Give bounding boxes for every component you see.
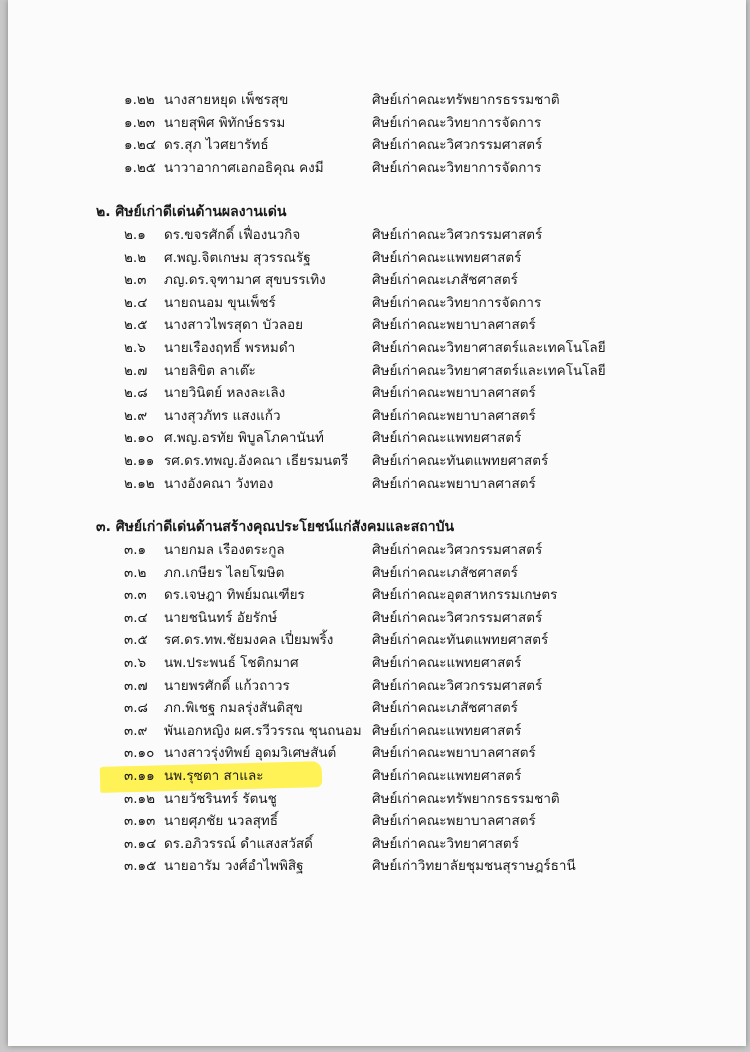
person-name: ศ.พญ.จิตเกษม สุวรรณรัฐ — [164, 249, 311, 266]
list-item — [8, 382, 746, 404]
item-number: ๓.๘ — [124, 700, 148, 717]
faculty-name: ศิษย์เก่าคณะทรัพยากรธรรมชาติ — [372, 790, 560, 807]
faculty-name: ศิษย์เก่าคณะวิทยาศาสตร์ — [372, 835, 519, 852]
faculty-name: ศิษย์เก่าคณะแพทยศาสตร์ — [372, 430, 522, 447]
list-item — [8, 652, 746, 674]
faculty-name: ศิษย์เก่าคณะแพทยศาสตร์ — [372, 249, 522, 266]
item-number: ๒.๔ — [124, 294, 148, 311]
list-item — [8, 562, 746, 584]
faculty-name: ศิษย์เก่าคณะพยาบาลศาสตร์ — [372, 407, 536, 424]
item-number: ๑.๒๕ — [124, 159, 156, 176]
list-item — [8, 314, 746, 336]
item-number: ๓.๓ — [124, 587, 147, 604]
faculty-name: ศิษย์เก่าคณะพยาบาลศาสตร์ — [372, 745, 536, 762]
faculty-name: ศิษย์เก่าคณะวิทยาการจัดการ — [372, 159, 542, 176]
list-item — [8, 675, 746, 697]
document-page — [8, 0, 746, 1046]
person-name: นายเรืองฤทธิ์ พรหมดำ — [164, 340, 296, 356]
list-item — [8, 697, 746, 719]
item-number: ๒.๖ — [124, 340, 146, 356]
faculty-name: ศิษย์เก่าคณะพยาบาลศาสตร์ — [372, 813, 536, 830]
item-number: ๒.๓ — [124, 272, 147, 289]
item-number: ๒.๑๒ — [124, 475, 155, 492]
item-number: ๒.๑ — [124, 227, 146, 243]
item-number: ๓.๕ — [124, 632, 148, 649]
faculty-name: ศิษย์เก่าคณะวิทยาศาสตร์และเทคโนโลยี — [372, 362, 606, 379]
person-name: รศ.ดร.ทพ.ชัยมงคล เปี่ยมพริ้ง — [164, 632, 334, 649]
list-item — [8, 134, 746, 156]
person-name: นายถนอม ขุนเพ็ชร์ — [164, 294, 276, 311]
person-name: ภก.พิเชฐ กมลรุ่งสันติสุข — [164, 700, 303, 717]
faculty-name: ศิษย์เก่าคณะแพทยศาสตร์ — [372, 722, 522, 739]
item-number: ๓.๑ — [124, 542, 147, 558]
faculty-name: ศิษย์เก่าคณะวิทยาศาสตร์และเทคโนโลยี — [372, 340, 606, 356]
faculty-name: ศิษย์เก่าคณะทันตแพทยศาสตร์ — [372, 453, 549, 469]
item-number: ๑.๒๓ — [124, 114, 155, 131]
person-name: นางสุวภัทร แสงแก้ว — [164, 407, 281, 424]
person-name: นางสายหยุด เพ็ชรสุข — [164, 92, 289, 108]
faculty-name: ศิษย์เก่าคณะวิศวกรรมศาสตร์ — [372, 227, 543, 243]
person-name: ภญ.ดร.จุฑามาศ สุขบรรเทิง — [164, 272, 326, 289]
list-item — [8, 157, 746, 179]
person-name: นายชนินทร์ อัยรักษ์ — [164, 609, 278, 626]
person-name: นาวาอากาศเอกอธิคุณ คงมี — [164, 159, 324, 176]
person-name: พันเอกหญิง ผศ.รวีวรรณ ชุนถนอม — [164, 722, 362, 739]
faculty-name: ศิษย์เก่าวิทยาลัยชุมชนสุราษฎร์ธานี — [372, 858, 576, 875]
item-number: ๓.๑๑ — [124, 768, 155, 784]
list-item — [8, 539, 746, 561]
faculty-name: ศิษย์เก่าคณะวิศวกรรมศาสตร์ — [372, 542, 543, 558]
person-name: นายลิขิต ลาเต๊ะ — [164, 362, 256, 379]
list-item — [8, 89, 746, 111]
faculty-name: ศิษย์เก่าคณะพยาบาลศาสตร์ — [372, 317, 536, 334]
list-item — [8, 269, 746, 291]
item-number: ๓.๑๕ — [124, 858, 157, 875]
person-name: นายวินิตย์ หลงละเลิง — [164, 385, 286, 402]
item-number: ๓.๑๔ — [124, 835, 157, 852]
person-name: นายวัชรินทร์ รัตนชู — [164, 790, 277, 807]
list-item — [8, 720, 746, 742]
person-name: ดร.ขจรศักดิ์ เฟื่องนวกิจ — [164, 227, 301, 243]
list-item — [8, 765, 746, 787]
list-item — [8, 788, 746, 810]
person-name: นายอารัม วงศ์อำไพพิสิฐ — [164, 858, 304, 875]
item-number: ๒.๒ — [124, 249, 147, 266]
faculty-name: ศิษย์เก่าคณะแพทยศาสตร์ — [372, 768, 522, 784]
person-name: นายกมล เรืองตระกูล — [164, 542, 285, 558]
faculty-name: ศิษย์เก่าคณะพยาบาลศาสตร์ — [372, 475, 536, 492]
item-number: ๓.๙ — [124, 722, 148, 739]
person-name: นางสาวรุ่งทิพย์ อุดมวิเศษสันต์ — [164, 745, 337, 762]
list-item — [8, 810, 746, 832]
item-number: ๓.๗ — [124, 677, 148, 694]
person-name: ดร.สุภ ไวศยารัทธ์ — [164, 137, 269, 154]
faculty-name: ศิษย์เก่าคณะวิทยาการจัดการ — [372, 114, 542, 131]
person-name: ศ.พญ.อรทัย พิบูลโภคานันท์ — [164, 430, 324, 447]
list-item — [8, 112, 746, 134]
faculty-name: ศิษย์เก่าคณะเภสัชศาสตร์ — [372, 700, 518, 717]
section-heading: ๓. ศิษย์เก่าดีเด่นด้านสร้างคุณประโยชน์แก่สังคมและสถาบัน — [96, 519, 455, 535]
faculty-name: ศิษย์เก่าคณะทรัพยากรธรรมชาติ — [372, 92, 560, 108]
list-item — [8, 247, 746, 269]
item-number: ๒.๗ — [124, 362, 148, 379]
list-item — [8, 855, 746, 877]
list-item — [8, 292, 746, 314]
section-heading: ๒. ศิษย์เก่าดีเด่นด้านผลงานเด่น — [96, 204, 287, 220]
list-item — [8, 450, 746, 472]
person-name: นพ.ประพนธ์ โชติกมาศ — [164, 655, 299, 671]
list-item — [8, 833, 746, 855]
person-name: นางอังคณา วังทอง — [164, 475, 274, 492]
list-item — [8, 224, 746, 246]
faculty-name: ศิษย์เก่าคณะวิศวกรรมศาสตร์ — [372, 609, 543, 626]
person-name: นพ.รุซตา สาและ — [164, 768, 264, 784]
list-item — [8, 337, 746, 359]
item-number: ๒.๘ — [124, 385, 148, 402]
faculty-name: ศิษย์เก่าคณะเภสัชศาสตร์ — [372, 272, 518, 289]
list-item — [8, 405, 746, 427]
person-name: ภก.เกษียร ไลยโฆษิต — [164, 564, 285, 581]
faculty-name: ศิษย์เก่าคณะเภสัชศาสตร์ — [372, 564, 518, 581]
faculty-name: ศิษย์เก่าคณะแพทยศาสตร์ — [372, 655, 522, 671]
list-item — [8, 427, 746, 449]
list-item — [8, 473, 746, 495]
item-number: ๑.๒๔ — [124, 137, 156, 154]
faculty-name: ศิษย์เก่าคณะวิทยาการจัดการ — [372, 294, 542, 311]
item-number: ๑.๒๒ — [124, 92, 155, 108]
item-number: ๒.๑๑ — [124, 453, 155, 469]
person-name: ดร.เจษฎา ทิพย์มณเฑียร — [164, 587, 305, 604]
list-item — [8, 742, 746, 764]
person-name: นายสุพิศ พิทักษ์ธรรม — [164, 114, 286, 131]
list-item — [8, 607, 746, 629]
item-number: ๒.๑๐ — [124, 430, 154, 447]
person-name: รศ.ดร.ทพญ.อังคณา เธียรมนตรี — [164, 453, 349, 469]
faculty-name: ศิษย์เก่าคณะอุตสาหกรรมเกษตร — [372, 587, 558, 604]
item-number: ๓.๑๒ — [124, 790, 155, 807]
faculty-name: ศิษย์เก่าคณะวิศวกรรมศาสตร์ — [372, 677, 543, 694]
list-item — [8, 360, 746, 382]
item-number: ๓.๔ — [124, 609, 148, 626]
faculty-name: ศิษย์เก่าคณะวิศวกรรมศาสตร์ — [372, 137, 543, 154]
person-name: ดร.อภิวรรณ์ ดำแสงสวัสดิ์ — [164, 835, 313, 852]
item-number: ๒.๕ — [124, 317, 148, 334]
item-number: ๓.๖ — [124, 655, 147, 671]
person-name: นายศุภชัย นวลสุทธิ์ — [164, 813, 279, 830]
item-number: ๓.๑๐ — [124, 745, 155, 762]
item-number: ๒.๙ — [124, 407, 148, 424]
list-item — [8, 629, 746, 651]
item-number: ๓.๒ — [124, 564, 147, 581]
faculty-name: ศิษย์เก่าคณะทันตแพทยศาสตร์ — [372, 632, 549, 649]
item-number: ๓.๑๓ — [124, 813, 156, 830]
person-name: นางสาวไพรสุดา บัวลอย — [164, 317, 304, 334]
list-item — [8, 584, 746, 606]
person-name: นายพรศักดิ์ แก้วถาวร — [164, 677, 290, 694]
faculty-name: ศิษย์เก่าคณะพยาบาลศาสตร์ — [372, 385, 536, 402]
